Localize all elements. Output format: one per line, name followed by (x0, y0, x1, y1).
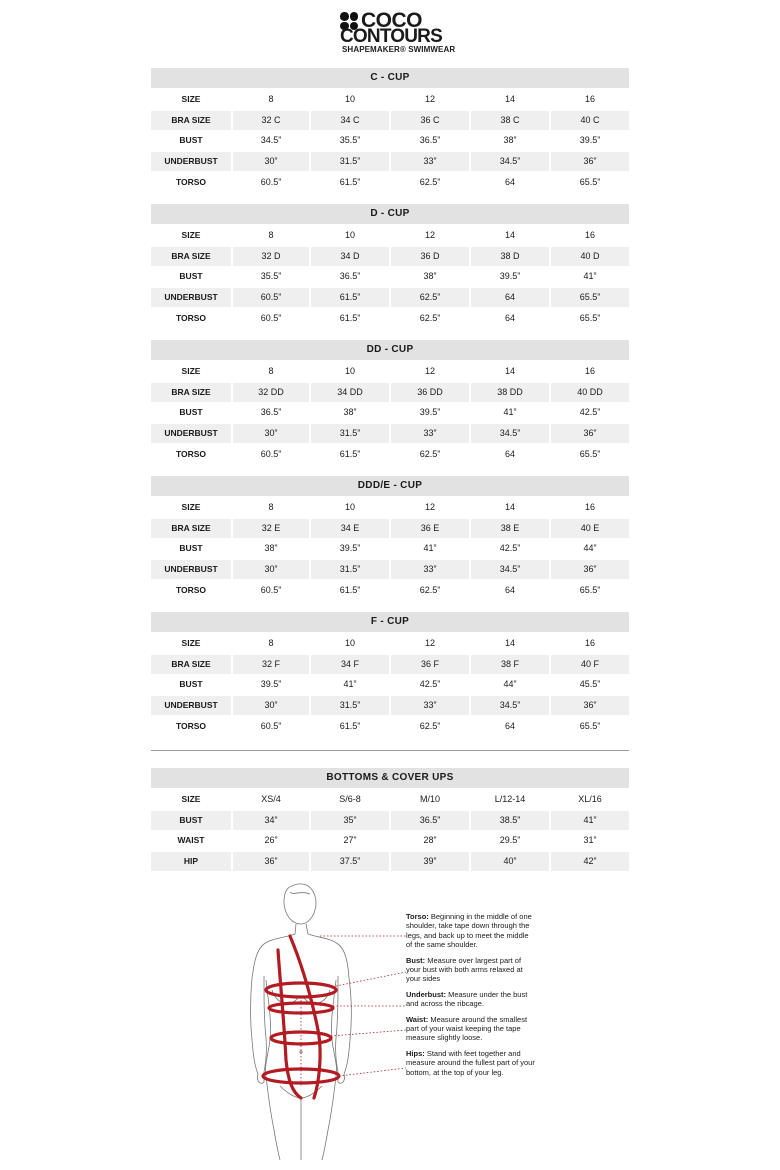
row-label: SIZE (181, 501, 201, 512)
measure-text: Measure under the bust and across the ribcage. (406, 989, 528, 1009)
table-cell: 41” (343, 679, 357, 690)
table-cell: 37.5” (311, 852, 389, 871)
logo-line1: COCO (361, 9, 422, 32)
row-label: BUST (179, 679, 203, 690)
table-title: DDD/E - CUP (151, 476, 629, 496)
table-cell: 64 (504, 584, 515, 595)
row-label: BRA SIZE (151, 247, 231, 266)
table-cell: XS/4 (261, 793, 281, 804)
row-label: SIZE (181, 793, 201, 804)
table-cell: 10 (344, 501, 355, 512)
table-cell: 65.5” (579, 176, 601, 187)
table-cell: 40 D (551, 247, 629, 266)
table-cell: 36” (551, 560, 629, 579)
table-cell: 39.5” (419, 407, 441, 418)
table-cell: 61.5” (339, 584, 361, 595)
cup-table (151, 612, 629, 736)
table-cell: 65.5” (551, 288, 629, 307)
table-cell: 61.5” (311, 288, 389, 307)
table-cell: 14 (504, 501, 515, 512)
table-row (151, 696, 629, 715)
measure-term: Waist: (406, 1014, 429, 1024)
cup-table (151, 204, 629, 328)
table-cell: 27” (343, 835, 357, 846)
table-cell: 33” (391, 560, 469, 579)
table-cell: 62.5” (391, 288, 469, 307)
row-label: UNDERBUST (151, 152, 231, 171)
measure-note (406, 1049, 536, 1077)
table-cell: XL/16 (578, 793, 602, 804)
table-row (151, 634, 629, 653)
table-cell: 60.5” (260, 584, 282, 595)
table-cell: 10 (344, 637, 355, 648)
table-row (151, 831, 629, 850)
table-cell: 44” (503, 679, 517, 690)
table-cell: 45.5” (579, 679, 601, 690)
table-cell: 64 (504, 720, 515, 731)
table-cell: 36.5” (391, 811, 469, 830)
cup-table (151, 476, 629, 600)
table-cell: 31.5” (311, 560, 389, 579)
measure-text: Measure over largest part of your bust with both arms relaxed at your sides (406, 955, 523, 984)
table-cell: 34 F (311, 655, 389, 674)
row-label: BRA SIZE (151, 383, 231, 402)
table-cell: 38” (503, 135, 517, 146)
table-cell: 41” (423, 543, 437, 554)
table-row (151, 309, 629, 328)
row-label: SIZE (181, 229, 201, 240)
table-cell: 12 (424, 229, 435, 240)
table-cell: 36 D (391, 247, 469, 266)
row-label: BUST (179, 407, 203, 418)
table-cell: 39.5” (579, 135, 601, 146)
row-label: BRA SIZE (151, 655, 231, 674)
table-cell: 30” (233, 152, 309, 171)
table-cell: 32 F (233, 655, 309, 674)
table-cell: 65.5” (579, 448, 601, 459)
table-title: D - CUP (151, 204, 629, 224)
table-cell: 62.5” (419, 312, 441, 323)
table-cell: 65.5” (579, 720, 601, 731)
measure-text: Measure around the smallest part of your waist keeping the tape measure slightly loose. (406, 1014, 528, 1043)
table-cell: 34” (233, 811, 309, 830)
table-cell: 10 (344, 229, 355, 240)
table-cell: 60.5” (260, 176, 282, 187)
table-cell: 38 F (471, 655, 549, 674)
table-cell: 41” (551, 811, 629, 830)
measure-term: Hips: (406, 1048, 425, 1058)
table-row (151, 267, 629, 286)
table-cell: 34.5” (471, 560, 549, 579)
row-label: UNDERBUST (151, 696, 231, 715)
table-row (151, 173, 629, 192)
table-cell: 36.5” (339, 271, 361, 282)
table-cell: 16 (584, 501, 595, 512)
table-row (151, 226, 629, 245)
table-cell: 62.5” (419, 448, 441, 459)
table-row (151, 498, 629, 517)
table-cell: 38 C (471, 111, 549, 130)
table-cell: 36 E (391, 519, 469, 538)
table-row (151, 383, 629, 402)
table-cell: 36.5” (419, 135, 441, 146)
table-cell: 35.5” (339, 135, 361, 146)
table-cell: 34.5” (471, 696, 549, 715)
row-label: BUST (179, 543, 203, 554)
table-row (151, 424, 629, 443)
table-cell: 65.5” (579, 584, 601, 595)
table-cell: 60.5” (260, 720, 282, 731)
row-label: TORSO (175, 448, 207, 459)
row-label: SIZE (181, 365, 201, 376)
brand-logo (340, 9, 456, 54)
table-row (151, 403, 629, 422)
table-cell: 36” (551, 424, 629, 443)
table-row (151, 811, 629, 830)
table-cell: 61.5” (339, 312, 361, 323)
table-cell: 60.5” (260, 312, 282, 323)
table-cell: 31.5” (311, 152, 389, 171)
table-cell: 36” (551, 152, 629, 171)
measure-term: Underbust: (406, 989, 446, 999)
table-cell: 60.5” (233, 288, 309, 307)
table-cell: 16 (584, 637, 595, 648)
table-cell: 8 (268, 637, 274, 648)
row-label: TORSO (175, 584, 207, 595)
table-cell: 38.5” (471, 811, 549, 830)
table-cell: 64 (504, 448, 515, 459)
table-row (151, 675, 629, 694)
table-cell: 10 (344, 93, 355, 104)
table-row (151, 655, 629, 674)
table-cell: 34.5” (260, 135, 282, 146)
table-cell: 32 E (233, 519, 309, 538)
table-cell: 26” (264, 835, 278, 846)
row-label: UNDERBUST (151, 560, 231, 579)
table-cell: 30” (233, 560, 309, 579)
table-cell: 12 (424, 93, 435, 104)
table-cell: 40 C (551, 111, 629, 130)
table-cell: 16 (584, 365, 595, 376)
table-cell: 32 C (233, 111, 309, 130)
table-cell: L/12-14 (494, 793, 526, 804)
row-label: BUST (151, 811, 231, 830)
table-cell: 61.5” (339, 448, 361, 459)
cup-table (151, 68, 629, 192)
table-cell: 28” (423, 835, 437, 846)
table-cell: 36” (233, 852, 309, 871)
table-cell: 42” (551, 852, 629, 871)
table-cell: 41” (503, 407, 517, 418)
measure-text: Beginning in the middle of one shoulder, take tape down through the legs, and back up to meet the middle of the same shoulder. (406, 912, 532, 950)
table-row (151, 539, 629, 558)
table-cell: 60.5” (260, 448, 282, 459)
measure-note (406, 1015, 536, 1043)
table-cell: 31.5” (311, 696, 389, 715)
table-cell: 8 (268, 229, 274, 240)
logo-line2: CONTOURS (340, 26, 442, 47)
measurement-guide (406, 912, 536, 1083)
row-label: UNDERBUST (151, 288, 231, 307)
table-cell: 40 E (551, 519, 629, 538)
table-row (151, 519, 629, 538)
row-label: SIZE (181, 93, 201, 104)
section-divider (151, 750, 629, 751)
table-cell: 14 (504, 365, 515, 376)
table-row (151, 362, 629, 381)
measure-term: Bust: (406, 955, 426, 965)
table-cell: 35.5” (260, 271, 282, 282)
table-cell: 34 E (311, 519, 389, 538)
table-cell: 32 DD (233, 383, 309, 402)
logo-tagline: SHAPEMAKER® SWIMWEAR (342, 45, 456, 54)
table-row (151, 131, 629, 150)
row-label: UNDERBUST (151, 424, 231, 443)
row-label: HIP (151, 852, 231, 871)
table-row (151, 288, 629, 307)
table-cell: 42.5” (579, 407, 601, 418)
table-row (151, 111, 629, 130)
measure-note (406, 990, 536, 1009)
table-cell: 12 (424, 365, 435, 376)
table-cell: 36.5” (260, 407, 282, 418)
table-cell: 33” (391, 696, 469, 715)
table-cell: 39.5” (260, 679, 282, 690)
table-cell: 36 F (391, 655, 469, 674)
table-cell: 14 (504, 93, 515, 104)
row-label: WAIST (177, 835, 205, 846)
table-cell: 16 (584, 93, 595, 104)
table-row (151, 790, 629, 809)
table-cell: 38” (423, 271, 437, 282)
row-label: TORSO (175, 176, 207, 187)
table-cell: 32 D (233, 247, 309, 266)
table-row (151, 247, 629, 266)
table-cell: 14 (504, 229, 515, 240)
table-cell: 44” (583, 543, 597, 554)
table-cell: 61.5” (339, 720, 361, 731)
table-cell: 8 (268, 365, 274, 376)
table-cell: 34 C (311, 111, 389, 130)
table-row (151, 717, 629, 736)
table-cell: 38 D (471, 247, 549, 266)
table-cell: 10 (344, 365, 355, 376)
table-row (151, 581, 629, 600)
table-cell: 61.5” (339, 176, 361, 187)
table-cell: 12 (424, 637, 435, 648)
table-cell: 14 (504, 637, 515, 648)
table-cell: 36 DD (391, 383, 469, 402)
table-cell: 34.5” (471, 424, 549, 443)
table-row (151, 852, 629, 871)
table-cell: 40 DD (551, 383, 629, 402)
table-cell: 36 C (391, 111, 469, 130)
table-cell: 31” (583, 835, 597, 846)
table-cell: 38 E (471, 519, 549, 538)
table-cell: 16 (584, 229, 595, 240)
table-title: BOTTOMS & COVER UPS (151, 768, 629, 788)
table-cell: 38” (343, 407, 357, 418)
table-cell: 8 (268, 501, 274, 512)
measure-note (406, 956, 536, 984)
table-cell: 40” (471, 852, 549, 871)
row-label: TORSO (175, 720, 207, 731)
table-cell: 39” (391, 852, 469, 871)
table-cell: 30” (233, 696, 309, 715)
row-label: SIZE (181, 637, 201, 648)
row-label: BRA SIZE (151, 111, 231, 130)
table-row (151, 445, 629, 464)
bottoms-table (151, 768, 629, 871)
table-cell: M/10 (419, 793, 440, 804)
table-cell: 33” (391, 152, 469, 171)
table-row (151, 560, 629, 579)
table-cell: 38” (264, 543, 278, 554)
row-label: TORSO (175, 312, 207, 323)
table-row (151, 90, 629, 109)
table-cell: 62.5” (419, 720, 441, 731)
table-cell: 65.5” (579, 312, 601, 323)
table-cell: 12 (424, 501, 435, 512)
table-cell: 39.5” (499, 271, 521, 282)
table-cell: S/6-8 (339, 793, 361, 804)
table-cell: 29.5” (499, 835, 521, 846)
table-cell: 34 DD (311, 383, 389, 402)
table-cell: 62.5” (419, 176, 441, 187)
table-cell: 38 DD (471, 383, 549, 402)
cup-table (151, 340, 629, 464)
table-title: F - CUP (151, 612, 629, 632)
table-title: DD - CUP (151, 340, 629, 360)
table-cell: 62.5” (419, 584, 441, 595)
table-cell: 36” (551, 696, 629, 715)
table-cell: 34.5” (471, 152, 549, 171)
table-cell: 39.5” (339, 543, 361, 554)
table-cell: 34 D (311, 247, 389, 266)
measure-term: Torso: (406, 912, 429, 921)
table-cell: 31.5” (311, 424, 389, 443)
table-cell: 64 (471, 288, 549, 307)
table-cell: 42.5” (419, 679, 441, 690)
row-label: BUST (179, 271, 203, 282)
row-label: BUST (179, 135, 203, 146)
table-cell: 30” (233, 424, 309, 443)
table-cell: 42.5” (499, 543, 521, 554)
table-cell: 41” (583, 271, 597, 282)
table-title: C - CUP (151, 68, 629, 88)
row-label: BRA SIZE (151, 519, 231, 538)
measure-note (406, 912, 536, 950)
table-cell: 64 (504, 176, 515, 187)
measuring-figure-illustration (240, 880, 410, 1160)
table-row (151, 152, 629, 171)
measure-text: Stand with feet together and measure around the fullest part of your bottom, at the top of your leg. (406, 1048, 535, 1077)
table-cell: 8 (268, 93, 274, 104)
table-cell: 40 F (551, 655, 629, 674)
table-cell: 35” (311, 811, 389, 830)
table-cell: 64 (504, 312, 515, 323)
table-cell: 33” (391, 424, 469, 443)
